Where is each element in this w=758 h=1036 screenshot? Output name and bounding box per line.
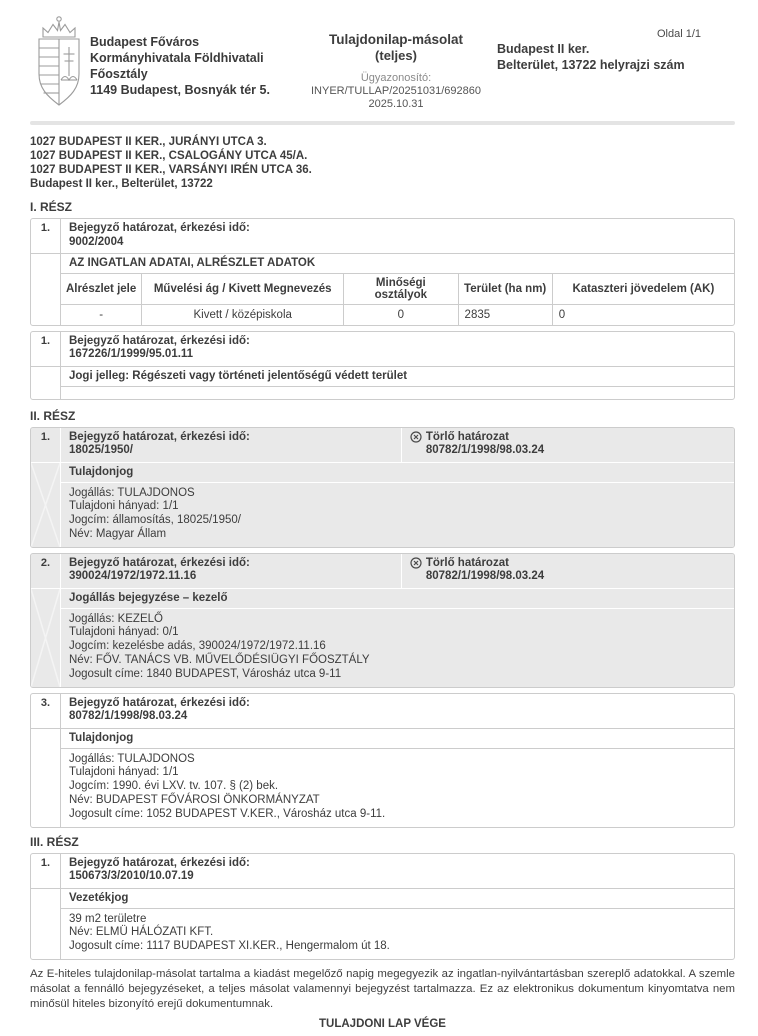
entry-body — [61, 589, 734, 687]
detail-line: Jogcím: 1990. évi LXV. tv. 107. § (2) bek. — [69, 780, 279, 793]
column-header: Művelési ág / Kivett Megnevezés — [142, 274, 344, 305]
decision-cell — [61, 554, 401, 588]
decision-value: 80782/1/1998/98.03.24 — [69, 710, 188, 723]
issuing-office-line: Kormányhivatala Földhivatali — [90, 51, 264, 65]
document-subtitle: (teljes) — [375, 48, 417, 63]
decision-label: Bejegyző határozat, érkezési idő: — [69, 334, 250, 347]
detail-line: Jogállás: KEZELŐ — [69, 612, 163, 625]
cancel-circle-x-icon — [410, 557, 422, 569]
cancel-label: Törlő határozat — [425, 556, 509, 569]
entry-number: 1. — [31, 219, 61, 254]
property-district: Budapest II ker. — [497, 42, 590, 56]
document-title: Tulajdonilap-másolat — [328, 32, 463, 47]
parcel-table-title: AZ INGATLAN ADATAI, ALRÉSZLET ADATOK — [61, 254, 734, 274]
entry-details — [61, 609, 734, 687]
detail-line: Név: BUDAPEST FŐVÁROSI ÖNKORMÁNYZAT — [69, 794, 320, 807]
decision-label: Bejegyző határozat, érkezési idő: — [69, 222, 250, 234]
decision-label: Bejegyző határozat, érkezési idő: — [69, 856, 250, 869]
detail-line: Jogosult címe: 1052 BUDAPEST V.KER., Városház utca 9-11. — [69, 807, 386, 820]
table-cell: 2835 — [458, 305, 552, 325]
column-header: Kataszteri jövedelem (AK) — [552, 274, 734, 305]
right-type-title: Tulajdonjog — [61, 729, 734, 749]
table-cell: 0 — [558, 308, 566, 321]
entry-body — [61, 463, 734, 547]
detail-line: Tulajdoni hányad: 1/1 — [69, 500, 179, 513]
decision-label: Bejegyző határozat, érkezési idő: — [69, 696, 250, 709]
part2-entry-2 — [30, 553, 735, 688]
header-divider — [30, 121, 735, 125]
decision-value: 18025/1950/ — [69, 444, 133, 456]
detail-line: Jogállás: TULAJDONOS — [69, 752, 195, 765]
decision-row — [61, 694, 734, 729]
decision-row — [61, 332, 734, 367]
table-cell: 0 — [344, 305, 458, 325]
detail-line: Jogosult címe: 1840 BUDAPEST, Városház utca 9-11 — [69, 667, 342, 680]
entry-margin-cell — [31, 889, 61, 959]
entry-margin-cell — [31, 729, 61, 827]
decision-value: 9002/2004 — [69, 235, 124, 248]
table-cell: Kivett / középiskola — [142, 305, 344, 325]
entry-number: 3. — [31, 694, 61, 729]
part1-title: I. RÉSZ — [30, 200, 73, 214]
detail-line: Jogcím: államosítás, 18025/1950/ — [69, 514, 241, 527]
part3-title: III. RÉSZ — [30, 834, 79, 849]
decision-value: 390024/1972/1972.11.16 — [69, 570, 197, 583]
decision-cell — [61, 428, 401, 462]
decision-value: 167226/1/1999/95.01.11 — [69, 348, 194, 360]
property-parcel-number: Belterület, 13722 helyrajzi szám — [497, 57, 685, 72]
detail-line: Név: Magyar Állam — [69, 527, 167, 540]
part2-entry-3 — [30, 693, 735, 828]
table-cell: - — [61, 305, 142, 325]
parcel-table-header-row — [61, 274, 734, 305]
document-title-block — [295, 12, 497, 111]
property-address: 1027 BUDAPEST II KER., JURÁNYI UTCA 3. — [30, 136, 267, 148]
part1-entry-2 — [30, 331, 735, 400]
property-addresses — [30, 135, 735, 191]
entry-number: 1. — [31, 332, 61, 367]
property-address: 1027 BUDAPEST II KER., CSALOGÁNY UTCA 45/A. — [30, 150, 308, 162]
detail-line: Tulajdoni hányad: 0/1 — [69, 626, 179, 639]
column-header: Minőségi osztályok — [344, 274, 458, 305]
cancel-decision-cell — [401, 554, 734, 588]
end-of-sheet-label: TULAJDONI LAP VÉGE — [319, 1017, 446, 1030]
entry-number: 1. — [31, 428, 61, 463]
detail-line: Név: ELMÜ HÁLÓZATI KFT. — [69, 926, 214, 939]
legal-disclaimer: Az E-hiteles tulajdonilap-másolat tartalma a kiadást megelőző napig megegyezik az ingatlan-nyilvántartásban szereplő adatokkal. A szemle másolat a fennálló bejegyzéseket, a teljes másolat valamennyi bejegyzést tartalmazza. Ez az elektronikus dokumentum kinyomtatva nem minősül hiteles bizonyító erejű dokumentumnak. — [30, 968, 735, 1011]
entry-details — [61, 909, 734, 959]
cancel-circle-x-icon — [410, 431, 422, 443]
property-location-summary: Budapest II ker., Belterület, 13722 — [30, 178, 213, 190]
cancel-value: 80782/1/1998/98.03.24 — [425, 570, 545, 583]
issuing-office — [90, 12, 295, 98]
entry-details — [61, 483, 734, 547]
column-header: Alrészlet jele — [61, 274, 142, 305]
parcel-data-table — [61, 274, 734, 325]
detail-line: Jogcím: kezelésbe adás, 390024/1972/1972.11.16 — [69, 640, 326, 653]
right-type-title: Tulajdonjog — [61, 463, 734, 483]
part2-title: II. RÉSZ — [30, 408, 76, 423]
detail-line: Tulajdoni hányad: 1/1 — [69, 766, 179, 779]
decision-row — [61, 219, 734, 254]
part2-entry-1 — [30, 427, 735, 548]
header-right-block — [497, 12, 735, 73]
entry-margin-cell — [31, 367, 61, 399]
decision-row — [61, 428, 734, 463]
cancel-decision-cell — [401, 428, 734, 462]
case-id-value: INYER/TULLAP/20251031/692860 — [310, 85, 481, 97]
issuing-office-line: Budapest Főváros — [90, 35, 200, 49]
issuing-office-line: 1149 Budapest, Bosnyák tér 5. — [90, 83, 270, 97]
document-header — [30, 12, 735, 113]
deleted-entry-cross-icon — [31, 463, 61, 547]
decision-label: Bejegyző határozat, érkezési idő: — [69, 556, 250, 569]
detail-line: Jogállás: TULAJDONOS — [69, 486, 195, 499]
right-type-title: Vezetékjog — [61, 889, 734, 909]
issue-date: 2025.10.31 — [368, 98, 424, 110]
cancel-label: Törlő határozat — [425, 430, 509, 443]
entry-margin-cell — [31, 254, 61, 325]
entry-body — [61, 889, 734, 959]
entry-body — [61, 367, 734, 399]
entry-number: 1. — [31, 854, 61, 889]
legal-character-note: Jogi jelleg: Régészeti vagy történeti jelentőségű védett terület — [61, 367, 734, 387]
part1-entry-1 — [30, 218, 735, 326]
decision-value: 150673/3/2010/10.07.19 — [69, 870, 194, 883]
cancel-value: 80782/1/1998/98.03.24 — [425, 444, 545, 456]
case-id-label: Ügyazonosító: — [360, 72, 432, 84]
entry-details — [61, 749, 734, 827]
empty-row — [61, 387, 734, 399]
detail-line: 39 m2 területre — [69, 912, 147, 925]
decision-row — [61, 554, 734, 589]
entry-number: 2. — [31, 554, 61, 589]
column-header: Terület (ha nm) — [458, 274, 552, 305]
entry-body — [61, 729, 734, 827]
entry-body — [61, 254, 734, 325]
detail-line: Jogosult címe: 1117 BUDAPEST XI.KER., Hengermalom út 18. — [69, 940, 390, 953]
issuing-office-line: Főosztály — [90, 67, 148, 81]
hungary-coat-of-arms-icon — [30, 12, 90, 113]
detail-line: Név: FŐV. TANÁCS VB. MŰVELŐDÉSIÜGYI FŐOSZTÁLY — [69, 654, 370, 667]
decision-label: Bejegyző határozat, érkezési idő: — [69, 430, 250, 443]
right-type-title: Jogállás bejegyzése – kezelő — [61, 589, 734, 609]
part3-entry-1 — [30, 853, 735, 960]
deleted-entry-cross-icon — [31, 589, 61, 687]
parcel-table-data-row — [61, 305, 734, 325]
decision-row — [61, 854, 734, 889]
page-number: Oldal 1/1 — [656, 28, 701, 40]
property-address: 1027 BUDAPEST II KER., VARSÁNYI IRÉN UTCA 36. — [30, 164, 312, 176]
